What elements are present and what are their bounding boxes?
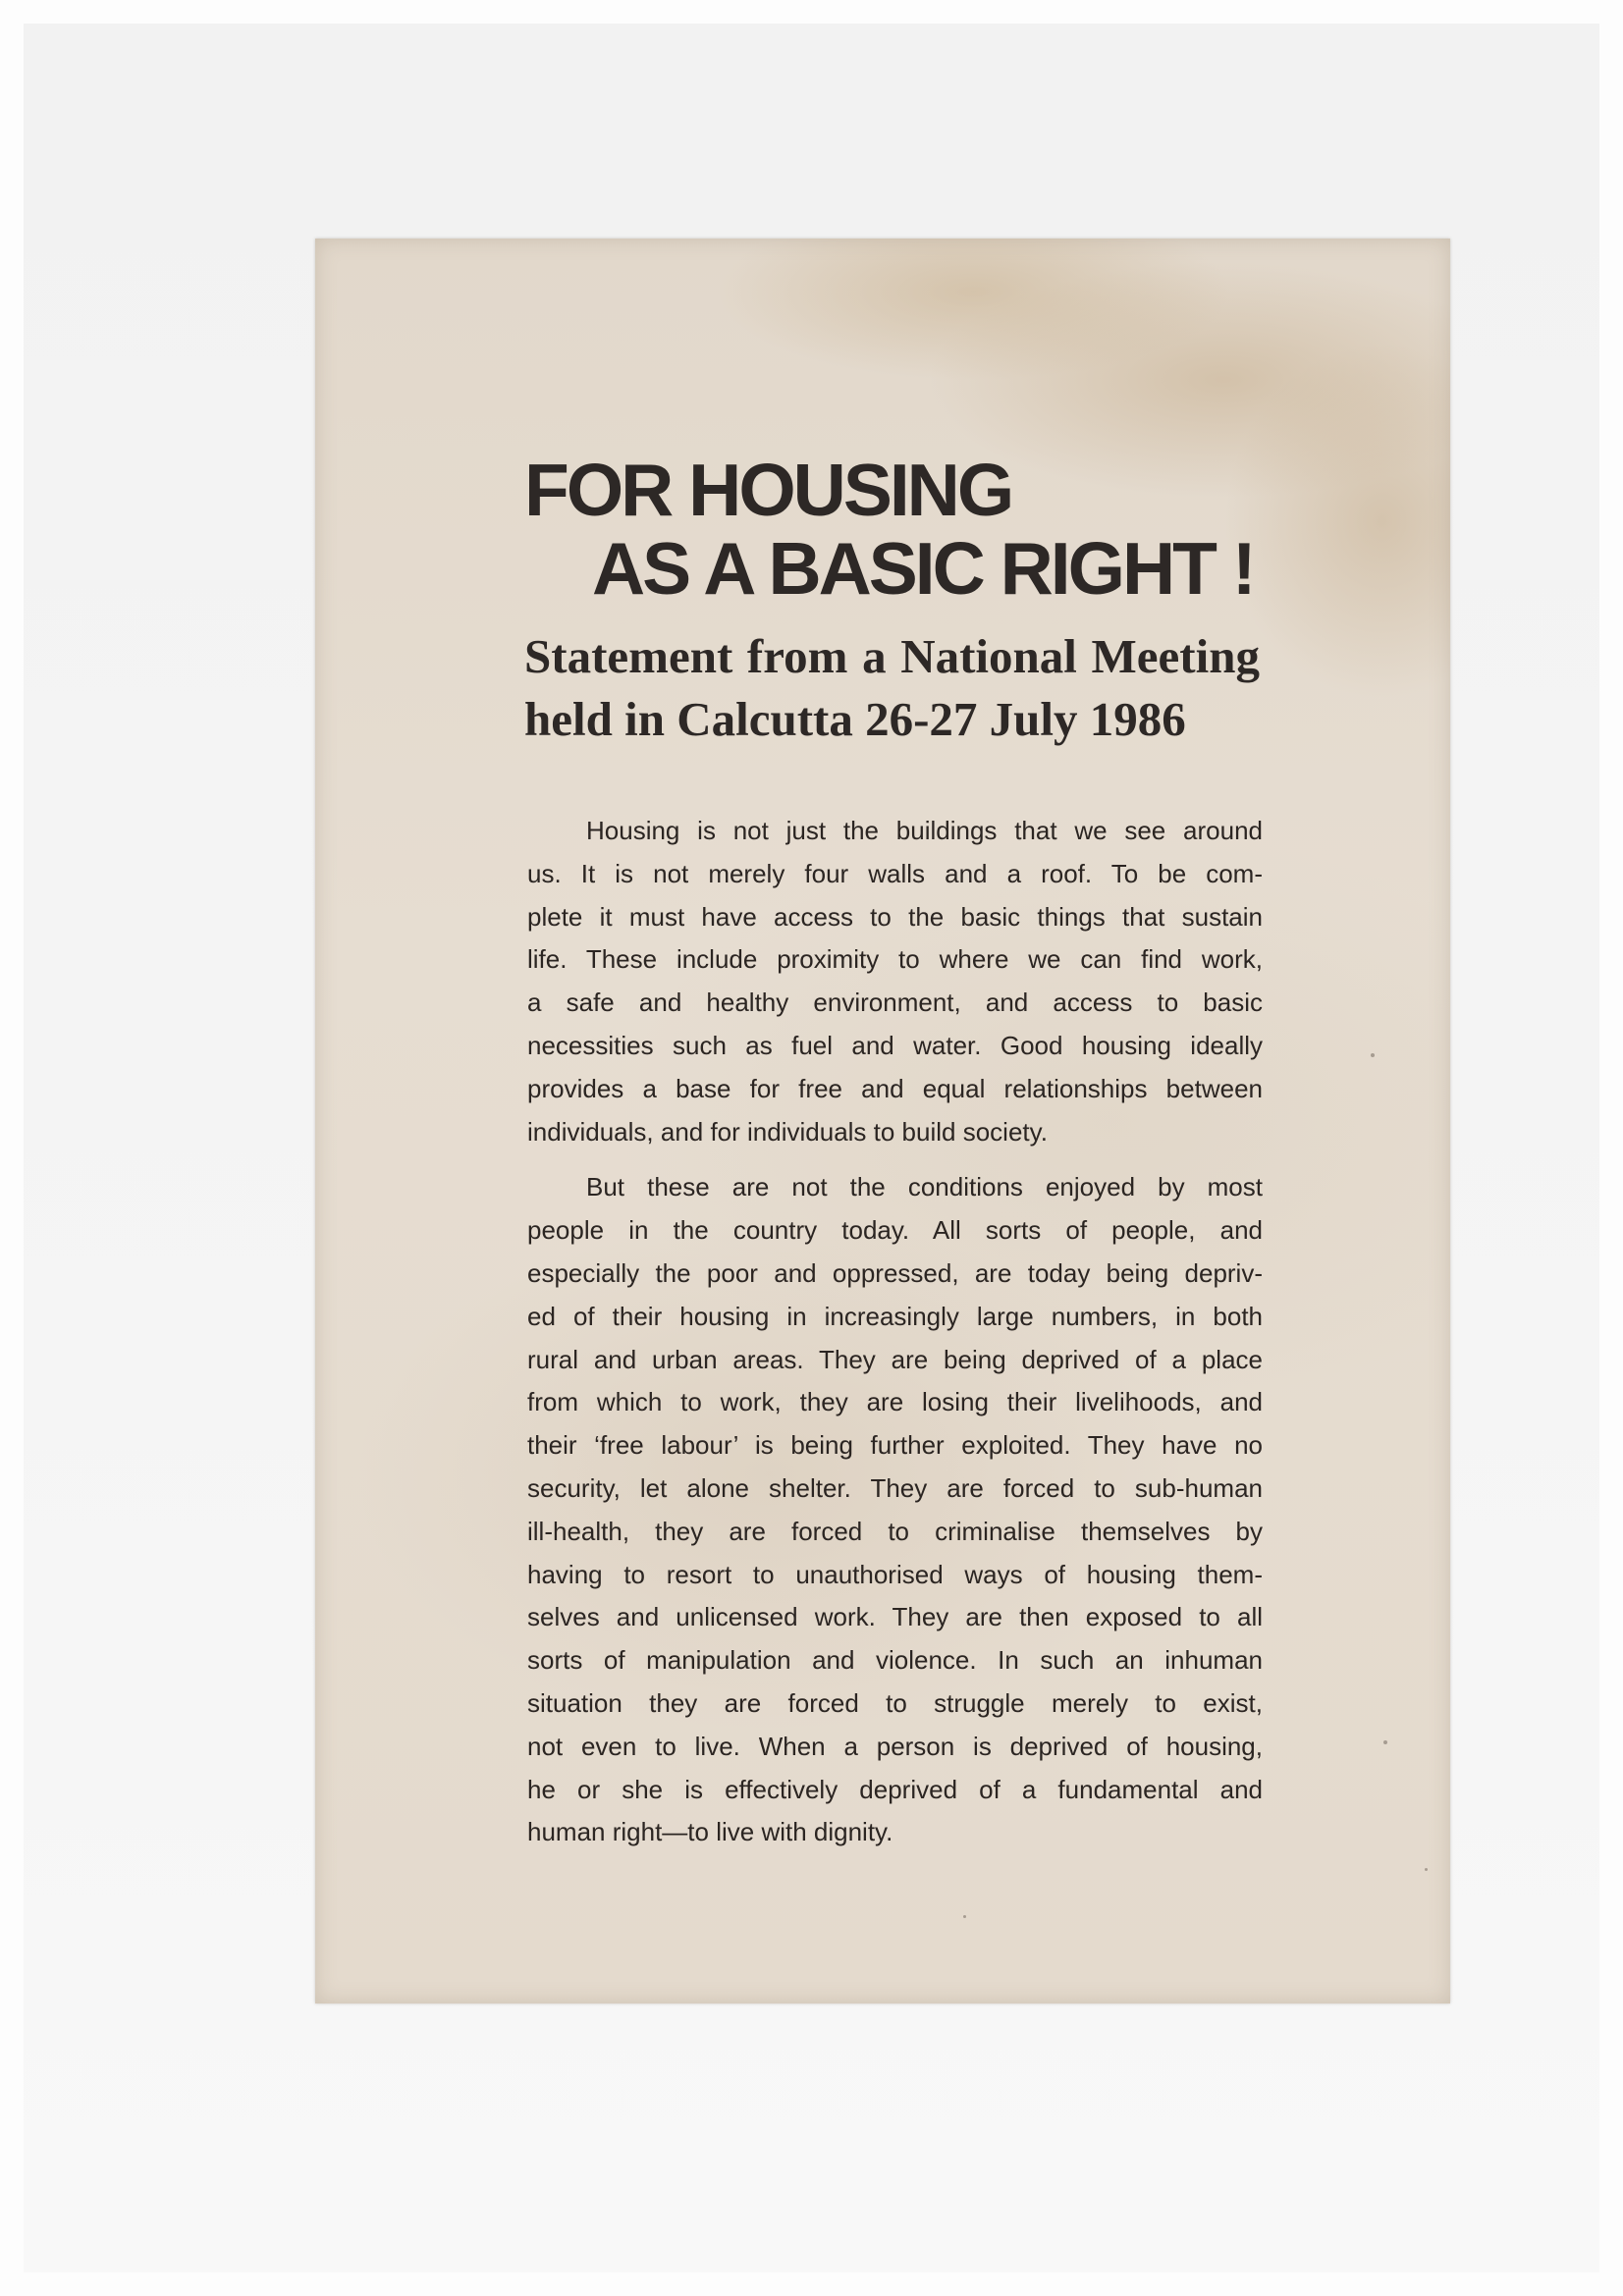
body-line: from which to work, they are losing their livelihoods, and bbox=[527, 1387, 1263, 1417]
body-line: But these are not the conditions enjoyed by most bbox=[586, 1172, 1263, 1202]
body-line: especially the poor and oppressed, are today being depriv- bbox=[527, 1257, 1263, 1288]
body-line: individuals, and for individuals to build society. bbox=[527, 1116, 1048, 1147]
body-line: plete it must have access to the basic things that sustain bbox=[527, 901, 1263, 932]
body-line: sorts of manipulation and violence. In such an inhuman bbox=[527, 1645, 1263, 1676]
body-line: people in the country today. All sorts of people, and bbox=[527, 1215, 1263, 1246]
body-line: human right—to live with dignity. bbox=[527, 1817, 893, 1847]
body-line: not even to live. When a person is deprived of housing, bbox=[527, 1731, 1263, 1761]
paragraph-2 bbox=[527, 1166, 1263, 1854]
body-line: security, let alone shelter. They are forced to sub-human bbox=[527, 1472, 1263, 1503]
body-line: situation they are forced to struggle merely to exist, bbox=[527, 1687, 1263, 1718]
body-line: ed of their housing in increasingly large numbers, in both bbox=[527, 1301, 1263, 1331]
subtitle bbox=[524, 625, 1260, 751]
subtitle-line-2: held in Calcutta 26-27 July 1986 bbox=[524, 692, 1186, 746]
title-line-1: FOR HOUSING bbox=[524, 449, 1012, 531]
body-line: selves and unlicensed work. They are then exposed to all bbox=[527, 1602, 1263, 1632]
subtitle-line-1: Statement from a National Meeting bbox=[524, 629, 1260, 683]
body-line: rural and urban areas. They are being deprived of a place bbox=[527, 1344, 1263, 1374]
body-line: Housing is not just the buildings that we see around bbox=[586, 816, 1263, 845]
body-text bbox=[527, 810, 1263, 1854]
paper-speck bbox=[1371, 1053, 1375, 1057]
body-line: having to resort to unauthorised ways of housing them- bbox=[527, 1559, 1263, 1589]
body-line: life. These include proximity to where we can find work, bbox=[527, 944, 1263, 975]
body-line: he or she is effectively deprived of a fundamental and bbox=[527, 1774, 1263, 1804]
body-line: their ‘free labour’ is being further exploited. They have no bbox=[527, 1430, 1263, 1461]
paragraph-1 bbox=[527, 810, 1263, 1153]
paper-speck bbox=[1425, 1868, 1428, 1871]
body-line: a safe and healthy environment, and access to basic bbox=[527, 988, 1263, 1018]
paper-speck bbox=[1383, 1740, 1387, 1744]
paper-speck bbox=[963, 1915, 966, 1918]
title-line-2: AS A BASIC RIGHT ! bbox=[592, 527, 1254, 610]
body-line: ill-health, they are forced to criminalise themselves by bbox=[527, 1516, 1263, 1546]
body-line: necessities such as fuel and water. Good housing ideally bbox=[527, 1030, 1263, 1060]
body-line: provides a base for free and equal relationships between bbox=[527, 1073, 1263, 1103]
leaflet-page bbox=[315, 239, 1450, 2003]
body-line: us. It is not merely four walls and a roof. To be com- bbox=[527, 858, 1263, 888]
